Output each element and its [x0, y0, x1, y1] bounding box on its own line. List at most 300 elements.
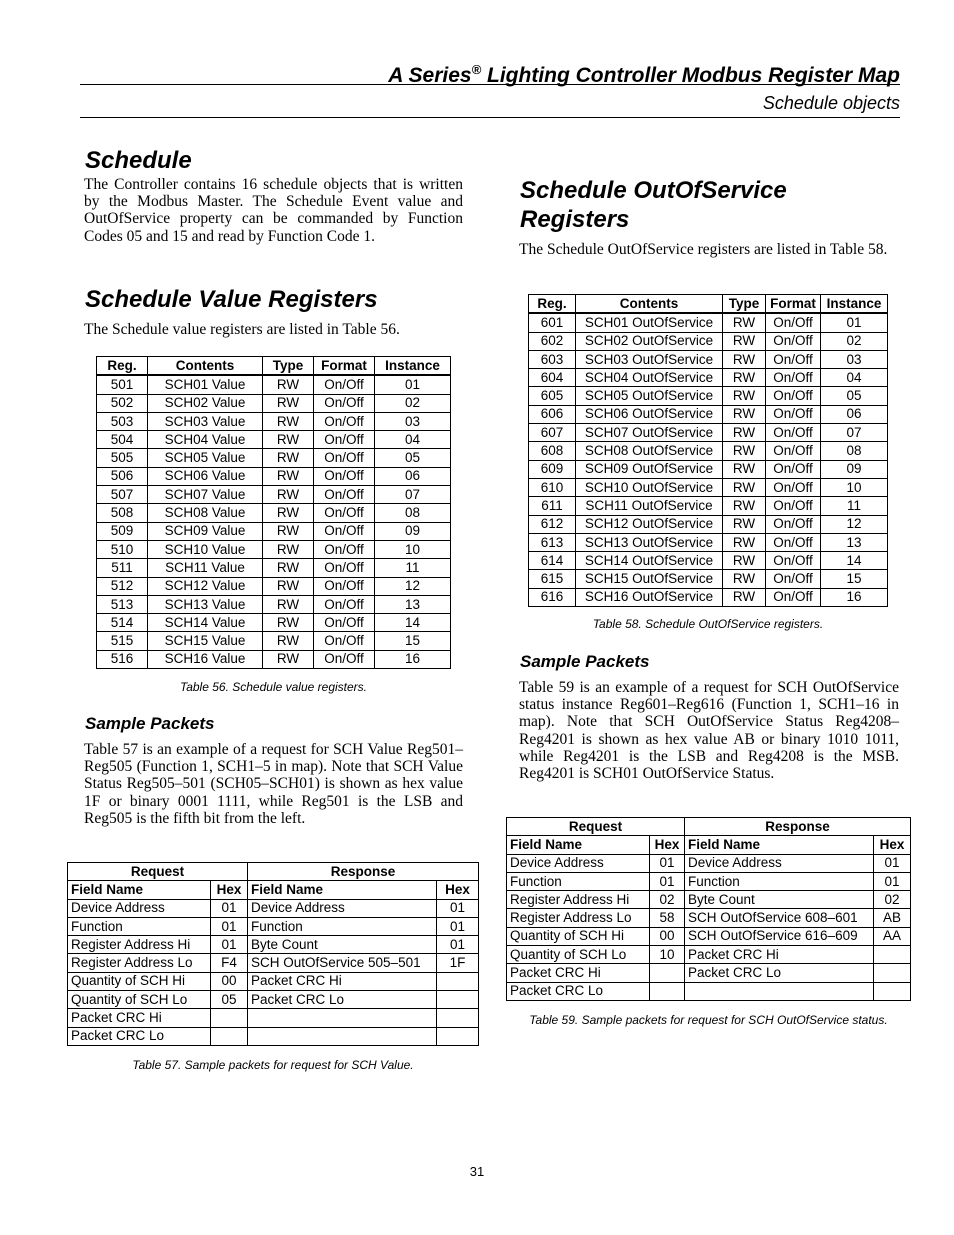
table-cell: RW	[723, 313, 766, 332]
oos-heading-line1: Schedule OutOfService	[520, 177, 787, 204]
value-registers-heading: Schedule Value Registers	[85, 286, 378, 313]
table-cell: 08	[375, 504, 451, 522]
table-cell: On/Off	[314, 650, 375, 668]
table-cell: 10	[821, 478, 888, 496]
response-field-name-header: Field Name	[685, 836, 874, 854]
table-cell: SCH15 OutOfService	[576, 570, 723, 588]
table-cell: SCH09 OutOfService	[576, 460, 723, 478]
table-cell: On/Off	[766, 460, 821, 478]
table-cell: On/Off	[314, 375, 375, 394]
sample-packets-value-table	[67, 862, 479, 1046]
table-cell: RW	[263, 486, 314, 504]
table-cell: 02	[874, 891, 911, 909]
table-cell: SCH13 OutOfService	[576, 533, 723, 551]
table-cell: Quantity of SCH Lo	[507, 946, 650, 964]
col-instance: Instance	[821, 295, 888, 314]
table-cell: Function	[68, 917, 211, 935]
table-row	[529, 533, 888, 551]
table-cell: 502	[97, 394, 148, 412]
table-cell: 16	[375, 650, 451, 668]
table-cell: 12	[375, 577, 451, 595]
table-row	[529, 515, 888, 533]
table-row	[97, 467, 451, 485]
table-cell: On/Off	[766, 405, 821, 423]
table-cell: Register Address Lo	[68, 954, 211, 972]
table-header-row	[97, 357, 451, 376]
request-field-name-header: Field Name	[507, 836, 650, 854]
table-cell: 12	[821, 515, 888, 533]
table-cell	[874, 964, 911, 982]
response-hex-header: Hex	[874, 836, 911, 854]
table-cell: 608	[529, 442, 576, 460]
table-cell: 10	[375, 540, 451, 558]
table-cell: 58	[650, 909, 685, 927]
table-cell: Byte Count	[248, 936, 437, 954]
table-cell: RW	[263, 412, 314, 430]
table-cell: 11	[375, 559, 451, 577]
table-cell: 15	[375, 632, 451, 650]
table-cell: 04	[821, 369, 888, 387]
table-cell: SCH03 Value	[148, 412, 263, 430]
table-cell: 14	[821, 552, 888, 570]
table-cell: Register Address Lo	[507, 909, 650, 927]
oos-registers-heading	[520, 176, 787, 234]
table-row	[507, 909, 911, 927]
table-cell: On/Off	[314, 394, 375, 412]
table-row	[68, 991, 479, 1009]
table-cell: RW	[723, 387, 766, 405]
table-row	[97, 559, 451, 577]
table-cell: 605	[529, 387, 576, 405]
table-cell: SCH08 Value	[148, 504, 263, 522]
table-cell: 614	[529, 552, 576, 570]
table-cell: SCH11 OutOfService	[576, 497, 723, 515]
table-cell: 615	[529, 570, 576, 588]
table-cell: On/Off	[314, 595, 375, 613]
table-cell: Packet CRC Hi	[685, 946, 874, 964]
table-cell: 01	[821, 313, 888, 332]
table-cell: 510	[97, 540, 148, 558]
oos-heading-line2: Registers	[520, 206, 630, 233]
table-cell: 06	[375, 467, 451, 485]
table-cell: On/Off	[314, 449, 375, 467]
table-row	[97, 375, 451, 394]
table-cell: On/Off	[314, 632, 375, 650]
table-cell: RW	[723, 570, 766, 588]
table-cell: RW	[723, 350, 766, 368]
table-row	[529, 552, 888, 570]
table-cell: SCH15 Value	[148, 632, 263, 650]
table-row	[97, 486, 451, 504]
table-cell: 13	[821, 533, 888, 551]
table-cell: 01	[437, 936, 479, 954]
table-cell	[650, 964, 685, 982]
table-row	[529, 313, 888, 332]
table-cell: On/Off	[766, 533, 821, 551]
table-body	[507, 854, 911, 1000]
response-hex-header: Hex	[437, 881, 479, 899]
table-cell: RW	[723, 552, 766, 570]
table-cell	[437, 1027, 479, 1045]
table-cell: RW	[263, 449, 314, 467]
table-cell: On/Off	[314, 504, 375, 522]
table-59-caption: Table 59. Sample packets for request for SCH OutOfService status.	[529, 1013, 888, 1027]
table-cell: SCH09 Value	[148, 522, 263, 540]
response-field-name-header: Field Name	[248, 881, 437, 899]
table-cell	[248, 1009, 437, 1027]
table-row	[97, 650, 451, 668]
table-cell: RW	[723, 497, 766, 515]
table-cell: 512	[97, 577, 148, 595]
registered-mark: ®	[471, 62, 482, 77]
table-cell: Quantity of SCH Hi	[68, 972, 211, 990]
table-cell: 02	[821, 332, 888, 350]
table-cell: On/Off	[766, 552, 821, 570]
col-reg: Reg.	[97, 357, 148, 376]
table-cell: 601	[529, 313, 576, 332]
table-cell	[685, 982, 874, 1000]
table-cell: 05	[821, 387, 888, 405]
table-cell: Packet CRC Hi	[248, 972, 437, 990]
table-row	[68, 1009, 479, 1027]
table-57-caption: Table 57. Sample packets for request for SCH Value.	[132, 1058, 414, 1072]
table-cell: 610	[529, 478, 576, 496]
table-cell: 616	[529, 588, 576, 606]
table-56-caption: Table 56. Schedule value registers.	[179, 680, 367, 694]
table-body	[68, 899, 479, 1045]
table-cell: Packet CRC Lo	[68, 1027, 211, 1045]
table-cell: RW	[723, 533, 766, 551]
table-cell: RW	[723, 478, 766, 496]
table-row	[529, 588, 888, 606]
table-row	[68, 899, 479, 917]
table-cell: 01	[874, 854, 911, 872]
table-cell: Function	[248, 917, 437, 935]
table-cell: F4	[211, 954, 248, 972]
table-cell	[650, 982, 685, 1000]
table-cell: Byte Count	[685, 891, 874, 909]
table-cell: 1F	[437, 954, 479, 972]
table-row	[68, 954, 479, 972]
table-cell: On/Off	[314, 431, 375, 449]
table-row	[507, 854, 911, 872]
table-cell: 15	[821, 570, 888, 588]
table-cell: RW	[263, 375, 314, 394]
table-cell: SCH07 OutOfService	[576, 424, 723, 442]
table-row	[68, 1027, 479, 1045]
table-cell: 506	[97, 467, 148, 485]
table-row	[529, 405, 888, 423]
sample-packets-value-paragraph: Table 57 is an example of a request for SCH Value Reg501–Reg505 (Function 1, SCH1–5 in map). Note that SCH Value Status Reg505–501 (SCH05–SCH01) is shown as hex value 1F or binary 0001 1111, while Reg501 is the LSB and Reg505 is the fifth bit from the left.	[84, 741, 463, 827]
table-cell: 504	[97, 431, 148, 449]
table-cell: 01	[211, 936, 248, 954]
table-row	[97, 614, 451, 632]
table-cell: 505	[97, 449, 148, 467]
table-cell: 07	[375, 486, 451, 504]
table-cell: RW	[263, 431, 314, 449]
table-row	[97, 595, 451, 613]
table-cell: RW	[723, 424, 766, 442]
table-cell: 515	[97, 632, 148, 650]
table-cell: SCH04 Value	[148, 431, 263, 449]
table-cell: On/Off	[766, 478, 821, 496]
table-row	[507, 982, 911, 1000]
table-cell: 612	[529, 515, 576, 533]
table-row	[97, 577, 451, 595]
table-cell: On/Off	[314, 412, 375, 430]
table-cell: Quantity of SCH Hi	[507, 927, 650, 945]
table-58-caption: Table 58. Schedule OutOfService registers.	[592, 617, 824, 631]
table-row	[529, 332, 888, 350]
table-cell: RW	[723, 442, 766, 460]
table-cell: On/Off	[766, 350, 821, 368]
col-format: Format	[766, 295, 821, 314]
table-cell: 01	[375, 375, 451, 394]
table-cell: AA	[874, 927, 911, 945]
table-cell: RW	[723, 588, 766, 606]
table-cell: 04	[375, 431, 451, 449]
sample-packets-oos-heading: Sample Packets	[520, 652, 650, 671]
request-hex-header: Hex	[211, 881, 248, 899]
table-cell: SCH07 Value	[148, 486, 263, 504]
table-cell	[211, 1009, 248, 1027]
header-rule-bottom	[80, 117, 900, 118]
table-cell: RW	[263, 614, 314, 632]
table-cell: 604	[529, 369, 576, 387]
table-cell: RW	[263, 559, 314, 577]
table-cell: 607	[529, 424, 576, 442]
table-cell: Packet CRC Lo	[507, 982, 650, 1000]
table-cell: 501	[97, 375, 148, 394]
request-hex-header: Hex	[650, 836, 685, 854]
table-cell: SCH04 OutOfService	[576, 369, 723, 387]
table-cell: SCH05 Value	[148, 449, 263, 467]
table-cell: 13	[375, 595, 451, 613]
value-registers-intro: The Schedule value registers are listed in Table 56.	[84, 321, 400, 338]
table-cell: On/Off	[766, 570, 821, 588]
table-cell: 07	[821, 424, 888, 442]
table-row	[529, 350, 888, 368]
col-contents: Contents	[576, 295, 723, 314]
table-cell: On/Off	[766, 588, 821, 606]
table-row	[97, 449, 451, 467]
table-cell: 02	[375, 394, 451, 412]
table-cell: SCH06 Value	[148, 467, 263, 485]
table-row	[529, 387, 888, 405]
table-cell: 503	[97, 412, 148, 430]
table-row	[97, 632, 451, 650]
table-row	[97, 431, 451, 449]
table-cell: RW	[263, 540, 314, 558]
table-cell: On/Off	[314, 614, 375, 632]
table-cell: SCH OutOfService 505–501	[248, 954, 437, 972]
table-row	[97, 412, 451, 430]
col-reg: Reg.	[529, 295, 576, 314]
table-group-header-row	[507, 818, 911, 836]
table-cell: 613	[529, 533, 576, 551]
table-cell	[248, 1027, 437, 1045]
response-group-header: Response	[685, 818, 911, 836]
table-cell: SCH03 OutOfService	[576, 350, 723, 368]
table-cell: On/Off	[766, 515, 821, 533]
table-cell: On/Off	[314, 486, 375, 504]
table-cell: 01	[874, 872, 911, 890]
table-row	[97, 522, 451, 540]
table-cell: SCH13 Value	[148, 595, 263, 613]
table-cell: Packet CRC Hi	[507, 964, 650, 982]
table-row	[529, 460, 888, 478]
header-rule-top	[80, 84, 900, 85]
header-title-rest: Lighting Controller Modbus Register Map	[481, 64, 900, 87]
table-cell: Device Address	[248, 899, 437, 917]
table-cell	[437, 972, 479, 990]
table-row	[507, 872, 911, 890]
table-cell: On/Off	[314, 522, 375, 540]
table-cell	[874, 982, 911, 1000]
table-cell: On/Off	[314, 559, 375, 577]
table-cell: AB	[874, 909, 911, 927]
table-header-row	[68, 881, 479, 899]
table-cell: 05	[375, 449, 451, 467]
table-cell: 509	[97, 522, 148, 540]
table-cell: 09	[821, 460, 888, 478]
table-cell: 508	[97, 504, 148, 522]
table-cell: 03	[821, 350, 888, 368]
table-row	[68, 972, 479, 990]
table-cell: RW	[263, 632, 314, 650]
table-cell: RW	[263, 577, 314, 595]
table-cell: Device Address	[68, 899, 211, 917]
table-cell: RW	[723, 369, 766, 387]
table-cell: 606	[529, 405, 576, 423]
request-group-header: Request	[507, 818, 685, 836]
table-row	[529, 570, 888, 588]
table-row	[68, 917, 479, 935]
page-number: 31	[469, 1164, 485, 1179]
table-cell	[437, 991, 479, 1009]
response-group-header: Response	[248, 863, 479, 881]
request-field-name-header: Field Name	[68, 881, 211, 899]
col-instance: Instance	[375, 357, 451, 376]
table-cell: 514	[97, 614, 148, 632]
table-cell: SCH OutOfService 608–601	[685, 909, 874, 927]
table-cell: On/Off	[766, 313, 821, 332]
table-cell: 603	[529, 350, 576, 368]
table-cell: Register Address Hi	[68, 936, 211, 954]
table-cell: 14	[375, 614, 451, 632]
table-cell: 05	[211, 991, 248, 1009]
col-format: Format	[314, 357, 375, 376]
table-body	[97, 375, 451, 668]
table-cell	[211, 1027, 248, 1045]
table-cell	[437, 1009, 479, 1027]
table-group-header-row	[68, 863, 479, 881]
table-cell: SCH12 Value	[148, 577, 263, 595]
table-row	[529, 442, 888, 460]
table-cell: 516	[97, 650, 148, 668]
table-cell: Packet CRC Lo	[248, 991, 437, 1009]
sample-packets-oos-table	[506, 817, 911, 1001]
table-cell: 513	[97, 595, 148, 613]
table-cell: On/Off	[314, 577, 375, 595]
table-cell: SCH16 Value	[148, 650, 263, 668]
table-row	[529, 478, 888, 496]
table-cell: RW	[723, 332, 766, 350]
table-cell: SCH10 Value	[148, 540, 263, 558]
table-cell: SCH02 OutOfService	[576, 332, 723, 350]
table-header-row	[507, 836, 911, 854]
table-cell: 511	[97, 559, 148, 577]
schedule-value-registers-table	[96, 356, 451, 669]
table-cell: SCH08 OutOfService	[576, 442, 723, 460]
table-row	[97, 540, 451, 558]
col-type: Type	[263, 357, 314, 376]
table-cell: 16	[821, 588, 888, 606]
table-cell: On/Off	[314, 540, 375, 558]
table-row	[529, 497, 888, 515]
table-cell: Register Address Hi	[507, 891, 650, 909]
table-cell: RW	[723, 405, 766, 423]
table-cell: On/Off	[766, 424, 821, 442]
table-cell: On/Off	[314, 467, 375, 485]
request-group-header: Request	[68, 863, 248, 881]
table-cell: Device Address	[507, 854, 650, 872]
table-cell: 06	[821, 405, 888, 423]
table-row	[507, 946, 911, 964]
table-cell: RW	[263, 504, 314, 522]
table-cell: SCH OutOfService 616–609	[685, 927, 874, 945]
table-row	[97, 394, 451, 412]
table-cell: Packet CRC Lo	[685, 964, 874, 982]
table-cell: RW	[263, 394, 314, 412]
table-cell: 03	[375, 412, 451, 430]
table-cell: 00	[650, 927, 685, 945]
table-cell: On/Off	[766, 369, 821, 387]
col-contents: Contents	[148, 357, 263, 376]
table-row	[529, 369, 888, 387]
table-cell: 10	[650, 946, 685, 964]
table-cell: 609	[529, 460, 576, 478]
table-cell: 08	[821, 442, 888, 460]
table-cell: 00	[211, 972, 248, 990]
table-row	[507, 927, 911, 945]
table-cell: SCH11 Value	[148, 559, 263, 577]
table-cell: Packet CRC Hi	[68, 1009, 211, 1027]
table-cell: 01	[211, 917, 248, 935]
col-type: Type	[723, 295, 766, 314]
table-cell: Function	[507, 872, 650, 890]
sample-packets-value-heading: Sample Packets	[85, 714, 215, 733]
table-cell: On/Off	[766, 387, 821, 405]
table-header-row	[529, 295, 888, 314]
table-cell: 01	[650, 854, 685, 872]
table-cell: SCH14 OutOfService	[576, 552, 723, 570]
table-cell: RW	[723, 515, 766, 533]
table-cell: SCH01 Value	[148, 375, 263, 394]
table-cell	[874, 946, 911, 964]
table-cell: SCH02 Value	[148, 394, 263, 412]
table-cell: On/Off	[766, 442, 821, 460]
table-cell: SCH01 OutOfService	[576, 313, 723, 332]
table-cell: 602	[529, 332, 576, 350]
table-cell: RW	[723, 460, 766, 478]
table-cell: 611	[529, 497, 576, 515]
table-cell: SCH10 OutOfService	[576, 478, 723, 496]
table-cell: SCH06 OutOfService	[576, 405, 723, 423]
table-cell: RW	[263, 650, 314, 668]
table-cell: RW	[263, 595, 314, 613]
table-body	[529, 313, 888, 606]
